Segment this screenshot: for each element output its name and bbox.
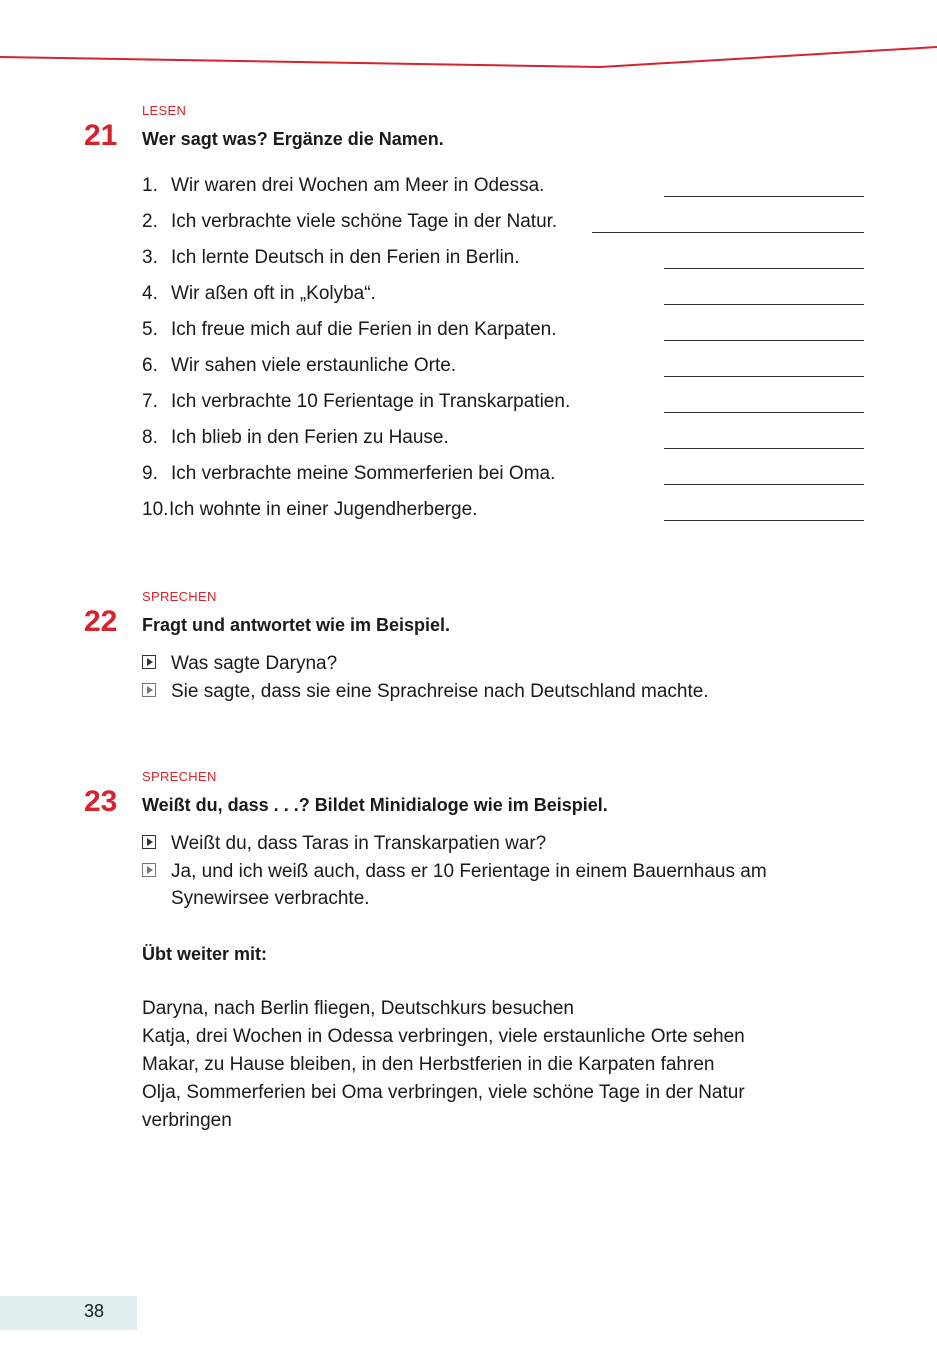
item-number: 9. [142, 463, 158, 484]
answer-blank[interactable] [664, 196, 864, 197]
item-text: Ich wohnte in einer Jugendherberge. [169, 499, 478, 520]
list-item [142, 246, 864, 274]
item-text: Ich verbrachte 10 Ferientage in Transkarpatien. [171, 391, 571, 412]
play-icon[interactable] [142, 863, 156, 877]
answer-blank[interactable] [664, 304, 864, 305]
dialog-text: Was sagte Daryna? [171, 653, 338, 674]
answer-blank[interactable] [664, 412, 864, 413]
answer-blank[interactable] [664, 268, 864, 269]
item-text: Wir aßen oft in „Kolyba“. [171, 283, 376, 304]
item-text: Ich freue mich auf die Ferien in den Karpaten. [171, 319, 557, 340]
list-item [142, 318, 864, 346]
item-number: 10. [142, 499, 169, 520]
item-text: Ich lernte Deutsch in den Ferien in Berlin. [171, 247, 520, 268]
page-number: 38 [84, 1301, 105, 1321]
exercise-number: 21 [84, 119, 118, 152]
play-icon[interactable] [142, 655, 156, 669]
play-icon[interactable] [142, 683, 156, 697]
item-number: 4. [142, 283, 158, 304]
dialog-line [142, 650, 842, 677]
prompt-line: Katja, drei Wochen in Odessa verbringen, viele erstaunliche Orte sehen [142, 1026, 745, 1047]
prompt-line: Daryna, nach Berlin fliegen, Deutschkurs besuchen [142, 998, 574, 1019]
answer-blank[interactable] [664, 448, 864, 449]
dialog-line-continued [142, 885, 842, 912]
item-text: Ich blieb in den Ferien zu Hause. [171, 427, 449, 448]
exercise-number: 23 [84, 785, 118, 818]
dialog-line [142, 858, 842, 885]
dialog-text: Weißt du, dass Taras in Transkarpatien war? [171, 833, 547, 854]
answer-blank[interactable] [592, 232, 864, 233]
answer-blank[interactable] [664, 376, 864, 377]
list-item [142, 354, 864, 382]
play-icon[interactable] [142, 835, 156, 849]
item-number: 2. [142, 211, 158, 232]
page-number-box [0, 1296, 137, 1330]
list-item [142, 390, 864, 418]
answer-blank[interactable] [664, 484, 864, 485]
item-number: 6. [142, 355, 158, 376]
item-number: 3. [142, 247, 158, 268]
exercise-instruction: Wer sagt was? Ergänze die Namen. [142, 129, 444, 149]
list-item [142, 210, 864, 238]
item-number: 8. [142, 427, 158, 448]
item-number: 7. [142, 391, 158, 412]
item-text: Ich verbrachte meine Sommerferien bei Oma. [171, 463, 556, 484]
list-item [142, 282, 864, 310]
header-rule [0, 40, 937, 80]
answer-blank[interactable] [664, 520, 864, 521]
practice-prompts [142, 995, 802, 1135]
prompt-line: verbringen [142, 1110, 232, 1131]
item-text: Ich verbrachte viele schöne Tage in der Natur. [171, 211, 558, 232]
list-item [142, 174, 864, 202]
item-text: Wir waren drei Wochen am Meer in Odessa. [171, 175, 545, 196]
practice-subheading: Übt weiter mit: [142, 944, 268, 964]
list-item [142, 498, 864, 526]
prompt-line: Makar, zu Hause bleiben, in den Herbstferien in die Karpaten fahren [142, 1054, 715, 1075]
dialog-line [142, 678, 842, 705]
item-number: 1. [142, 175, 158, 196]
prompt-line: Olja, Sommerferien bei Oma verbringen, viele schöne Tage in der Natur [142, 1082, 745, 1103]
list-item [142, 426, 864, 454]
dialog-text: Ja, und ich weiß auch, dass er 10 Ferientage in einem Bauernhaus am [171, 861, 767, 882]
answer-blank[interactable] [664, 340, 864, 341]
dialog-text: Synewirsee verbrachte. [171, 888, 370, 909]
item-text: Wir sahen viele erstaunliche Orte. [171, 355, 457, 376]
list-item [142, 462, 864, 490]
dialog-line [142, 830, 842, 857]
exercise-number: 22 [84, 605, 118, 638]
skill-label: LESEN [142, 103, 187, 118]
skill-label: SPRECHEN [142, 589, 217, 604]
dialog-text: Sie sagte, dass sie eine Sprachreise nach Deutschland machte. [171, 681, 709, 702]
item-number: 5. [142, 319, 158, 340]
exercise-instruction: Fragt und antwortet wie im Beispiel. [142, 615, 451, 635]
skill-label: SPRECHEN [142, 769, 217, 784]
exercise-instruction: Weißt du, dass . . .? Bildet Minidialoge wie im Beispiel. [142, 795, 608, 815]
